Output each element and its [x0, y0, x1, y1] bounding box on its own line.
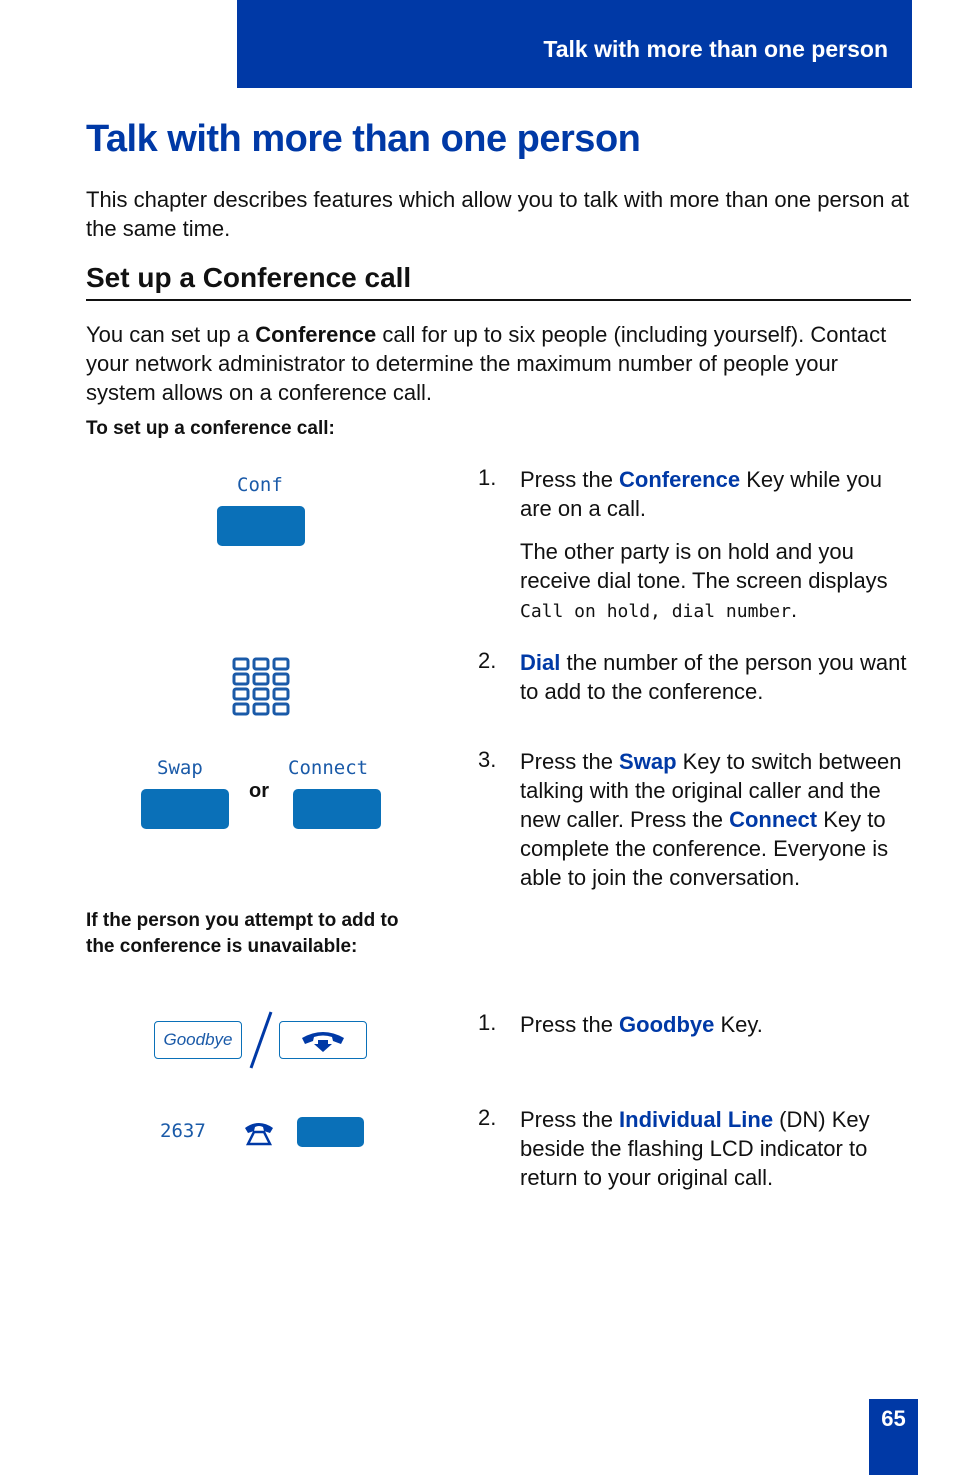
step-3-key: Swap [619, 749, 677, 774]
lcd-display-text: Call on hold, dial number [520, 601, 791, 622]
swap-key[interactable] [141, 789, 229, 829]
handset-icon [243, 1120, 275, 1146]
goodbye-key[interactable]: Goodbye [154, 1021, 242, 1059]
or-label: or [249, 780, 269, 802]
step-2-post: the number of the person you want to add to the conference. [520, 650, 907, 704]
slash-divider [247, 1010, 275, 1070]
header-bar [237, 0, 912, 88]
step-1-note-text: The other party is on hold and you receive dial tone. The screen displays [520, 539, 888, 593]
step-1-pre: Press the [520, 467, 620, 492]
section-rule [86, 299, 911, 301]
section-para-post: call for up to six people (including yourself). Contact your network administrator to determine the maximum number of people your system allows on a conference call. [86, 322, 887, 405]
page-title: Talk with more than one person [86, 118, 641, 160]
dn-label: 2637 [160, 1120, 206, 1142]
unavail-step-1-key: Goodbye [619, 1012, 715, 1037]
step-3-pre: Press the [520, 749, 620, 774]
step-1-key: Conference [619, 467, 741, 492]
step-1-post: Key while you are on a call. [520, 467, 882, 521]
unavail-step-1-number: 1. [478, 1010, 497, 1035]
unavail-step-2-text [520, 1105, 912, 1192]
section-para-pre: You can set up a [86, 322, 256, 347]
step-2-key: Dial [520, 650, 561, 675]
unavail-step-1-pre: Press the [520, 1012, 620, 1037]
step-3-text [520, 747, 912, 892]
running-title: Talk with more than one person [543, 36, 888, 62]
step-1-text [520, 465, 912, 523]
step-3-number: 3. [478, 747, 497, 772]
individual-line-key[interactable] [297, 1117, 364, 1147]
connect-key[interactable] [293, 789, 381, 829]
release-handset-icon [280, 1022, 366, 1058]
section-para-bold: Conference [255, 322, 377, 347]
connect-label: Connect [288, 757, 369, 779]
step-3-post: Key to complete the conference. Everyone is able to join the conversation. [520, 807, 889, 890]
step-3-key2: Connect [729, 807, 818, 832]
dialpad-icon [231, 656, 291, 718]
step-3-mid: Key to switch between talking with the original caller and the new caller. Press the [520, 749, 902, 832]
procedure-heading: To set up a conference call: [86, 418, 335, 439]
page-number: 65 [869, 1399, 918, 1475]
step-2-number: 2. [478, 648, 497, 673]
conference-key[interactable] [217, 506, 305, 546]
step-1-number: 1. [478, 465, 497, 490]
intro-paragraph: This chapter describes features which allow you to talk with more than one person at the same time. [86, 187, 909, 241]
release-key[interactable] [279, 1021, 367, 1059]
unavail-step-2-post: (DN) Key beside the flashing LCD indicator to return to your original call. [520, 1107, 870, 1190]
step-1-note [520, 537, 912, 626]
section-paragraph [86, 320, 912, 407]
swap-label: Swap [157, 757, 203, 779]
unavailable-heading: If the person you attempt to add to the conference is unavailable: [86, 910, 399, 957]
unavail-step-1-text [520, 1010, 912, 1039]
conf-label: Conf [237, 474, 283, 496]
unavail-step-1-post: Key. [714, 1012, 763, 1037]
unavail-step-2-key: Individual Line [619, 1107, 774, 1132]
unavail-step-2-pre: Press the [520, 1107, 620, 1132]
unavail-step-2-number: 2. [478, 1105, 497, 1130]
section-heading: Set up a Conference call [86, 262, 412, 293]
step-1-note-end: . [790, 597, 798, 622]
step-2-text [520, 648, 912, 706]
